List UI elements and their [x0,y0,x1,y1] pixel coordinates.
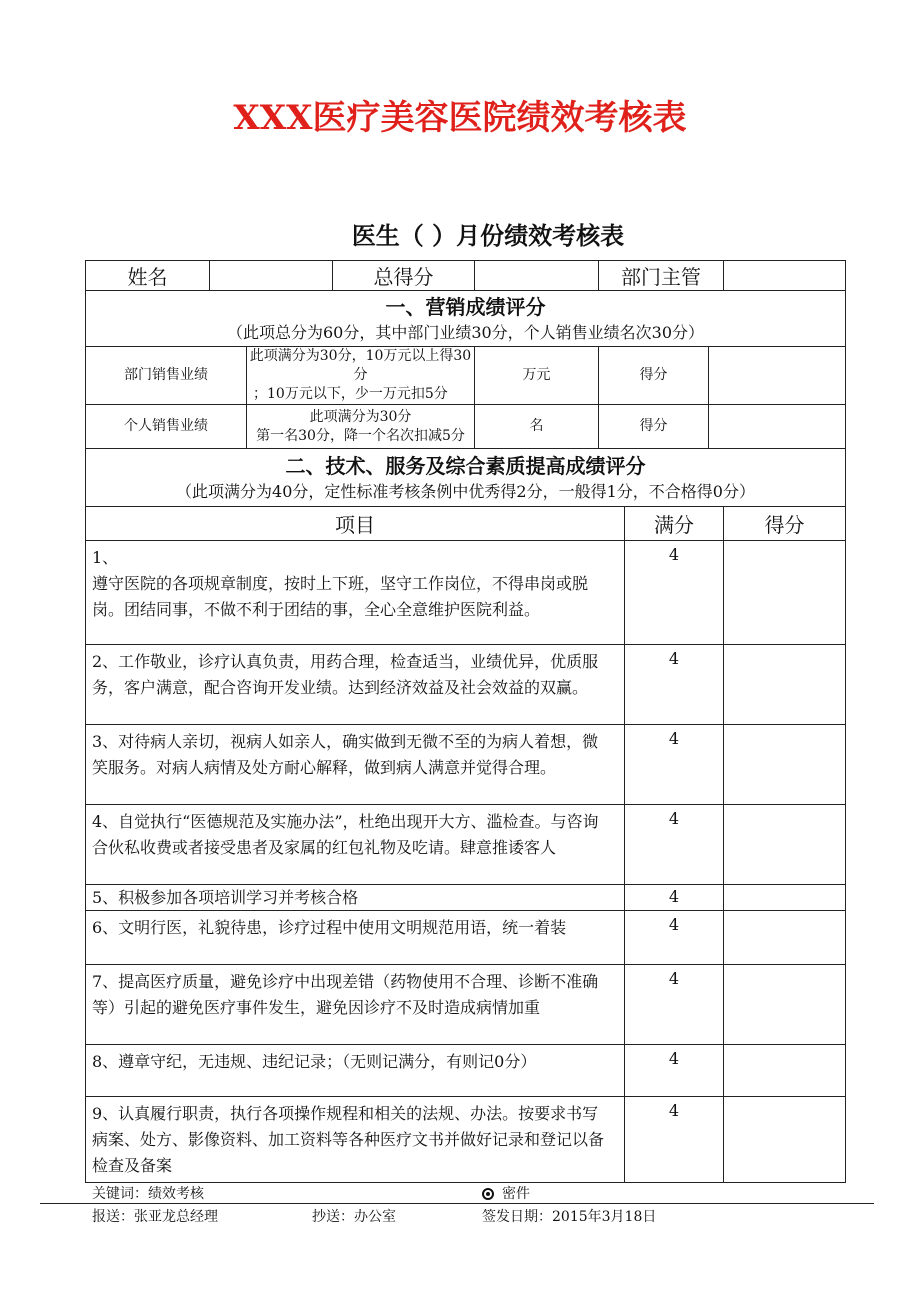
manager-label: 部门主管 [599,261,724,291]
total-score-field[interactable] [475,261,599,291]
item-full-score: 4 [625,885,724,911]
table-row [86,725,846,805]
sales-row [86,405,846,449]
item-full-score: 4 [625,1097,724,1183]
section2-heading-cell [86,449,846,507]
sales-row-score-field[interactable] [709,405,846,449]
sales-row-score-field[interactable] [709,347,846,405]
sales-row [86,347,846,405]
item-description: 7、提高医疗质量，避免诊疗中出现差错（药物使用不合理、诊断不准确等）引起的避免医疗事件发生，避免因诊疗不及时造成病情加重 [86,965,625,1045]
item-description: 6、文明行医，礼貌待患，诊疗过程中使用文明规范用语，统一着装 [86,911,625,965]
column-header-row [86,507,846,541]
footer-cc: 抄送：办公室 [312,1209,396,1225]
table-row [86,645,846,725]
radio-selected-icon [482,1188,494,1200]
table-row [86,805,846,885]
sales-row-unit[interactable]: 万元 [475,347,599,405]
item-full-score: 4 [625,1045,724,1097]
sales-row-label: 个人销售业绩 [86,405,247,449]
item-score-field[interactable] [724,541,846,645]
footer-issue-date: 签发日期：2015年3月18日 [482,1209,657,1225]
item-full-score: 4 [625,725,724,805]
sales-rule-line1: 此项满分为30分，10万元以上得30分 [249,348,472,383]
footer-secret [482,1183,530,1203]
footer-secret-label: 密件 [502,1186,530,1202]
section2-note: （此项满分为40分，定性标准考核条例中优秀得2分，一般得1分，不合格得0分） [176,481,755,501]
item-description: 1、 遵守医院的各项规章制度，按时上下班，坚守工作岗位，不得串岗或脱岗。团结同事，不做不利于团结的事，全心全意维护医院利益。 [86,541,625,645]
sales-rule-line2: 第一名30分，降一个名次扣减5分 [256,427,465,444]
sales-rule-line2: ；10万元以下，少一万元扣5分 [253,386,448,402]
section1-heading-cell [86,291,846,347]
item-description: 3、对待病人亲切，视病人如亲人，确实做到无微不至的为病人着想，微笑服务。对病人病情及处方耐心解释，做到病人满意并觉得合理。 [86,725,625,805]
item-score-field[interactable] [724,645,846,725]
section1-header [86,291,846,347]
sales-row-score-label: 得分 [599,347,709,405]
total-score-label: 总得分 [333,261,475,291]
item-description: 4、自觉执行“医德规范及实施办法”，杜绝出现开大方、滥检查。与咨询合伙私收费或者接受患者及家属的红包礼物及吃请。肆意推诿客人 [86,805,625,885]
item-full-score: 4 [625,965,724,1045]
footer-divider [40,1203,874,1204]
sales-row-score-label: 得分 [599,405,709,449]
sales-row-label: 部门销售业绩 [86,347,247,405]
section2-title: 二、技术、服务及综合素质提高成绩评分 [285,453,646,478]
sales-row-rule [247,347,475,405]
table-row [86,1045,846,1097]
table-row [86,1097,846,1183]
item-full-score: 4 [625,541,724,645]
table-row [86,965,846,1045]
manager-field[interactable] [724,261,846,291]
column-header-full: 满分 [625,507,724,541]
item-full-score: 4 [625,805,724,885]
item-description: 5、积极参加各项培训学习并考核合格 [86,885,625,911]
column-header-score: 得分 [724,507,846,541]
item-score-field[interactable] [724,911,846,965]
item-score-field[interactable] [724,965,846,1045]
table-row [86,541,846,645]
item-description: 9、认真履行职责，执行各项操作规程和相关的法规、办法。按要求书写病案、处方、影像资料、加工资料等各种医疗文书并做好记录和登记以备检查及备案 [86,1097,625,1183]
item-score-field[interactable] [724,1097,846,1183]
name-label: 姓名 [86,261,210,291]
item-score-field[interactable] [724,725,846,805]
item-description: 2、工作敬业，诊疗认真负责，用药合理，检查适当，业绩优异，优质服务，客户满意，配合咨询开发业绩。达到经济效益及社会效益的双赢。 [86,645,625,725]
table-row [86,885,846,911]
item-full-score: 4 [625,645,724,725]
footer-report-to: 报送：张亚龙总经理 [92,1209,218,1225]
header-row [86,261,846,291]
item-score-field[interactable] [724,805,846,885]
name-field[interactable] [210,261,333,291]
item-score-field[interactable] [724,885,846,911]
column-header-item: 项目 [86,507,625,541]
section1-note: （此项总分为60分，其中部门业绩30分，个人销售业绩名次30分） [226,322,705,342]
document-title: XXX医疗美容医院绩效考核表 [233,98,687,138]
table-row [86,911,846,965]
form-subtitle: 医生（ ）月份绩效考核表 [351,221,625,250]
section1-title: 一、营销成绩评分 [385,294,546,319]
item-score-field[interactable] [724,1045,846,1097]
section2-header [86,449,846,507]
sales-row-rule [247,405,475,449]
sales-row-unit[interactable]: 名 [475,405,599,449]
evaluation-form [85,260,846,1183]
footer-keywords: 关键词：绩效考核 [92,1186,204,1202]
item-full-score: 4 [625,911,724,965]
sales-rule-line1: 此项满分为30分 [309,408,412,425]
item-description: 8、遵章守纪，无违规、违纪记录；（无则记满分，有则记0分） [86,1045,625,1097]
